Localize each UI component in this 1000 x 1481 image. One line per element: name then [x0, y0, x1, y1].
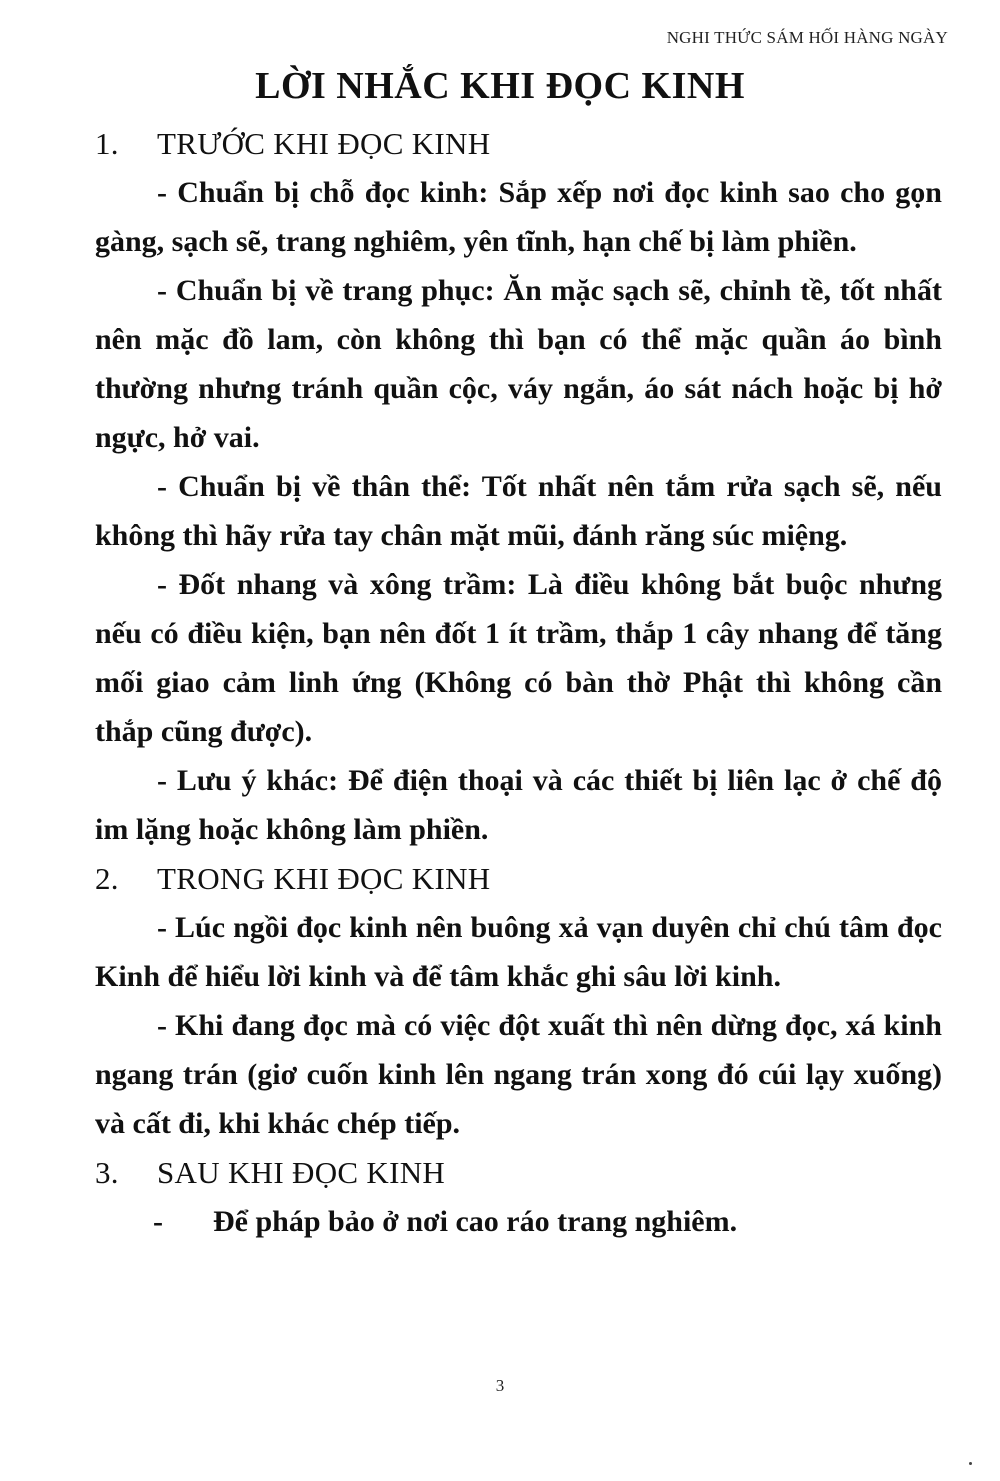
section-heading-1	[95, 119, 942, 168]
bullet-marker: -	[153, 1205, 163, 1238]
section-heading-3	[95, 1148, 942, 1197]
section-title: TRƯỚC KHI ĐỌC KINH	[157, 126, 491, 161]
paragraph-prepare-attire: - Chuẩn bị về trang phục: Ăn mặc sạch sẽ, chỉnh tề, tốt nhất nên mặc đồ lam, còn không thì bạn có thể mặc quần áo bình thường nhưng tránh quần cộc, váy ngắn, áo sát nách hoặc bị hở ngực, hở vai.	[95, 274, 942, 454]
section-number: 1.	[95, 126, 119, 161]
section-heading-2	[95, 854, 942, 903]
paragraph-prepare-body: - Chuẩn bị về thân thể: Tốt nhất nên tắm rửa sạch sẽ, nếu không thì hãy rửa tay chân mặt mũi, đánh răng súc miệng.	[95, 470, 942, 552]
paragraph-focus: - Lúc ngồi đọc kinh nên buông xả vạn duyên chỉ chú tâm đọc Kinh để hiểu lời kinh và để tâm khắc ghi sâu lời kinh.	[95, 911, 942, 993]
section-number: 2.	[95, 861, 119, 896]
bullet-text: Để pháp bảo ở nơi cao ráo trang nghiêm.	[213, 1205, 738, 1238]
running-header: NGHI THỨC SÁM HỐI HÀNG NGÀY	[666, 28, 948, 47]
paragraph-prepare-place: - Chuẩn bị chỗ đọc kinh: Sắp xếp nơi đọc kinh sao cho gọn gàng, sạch sẽ, trang nghiêm, yên tĩnh, hạn chế bị làm phiền.	[95, 176, 942, 258]
paragraph-incense: - Đốt nhang và xông trầm: Là điều không bắt buộc nhưng nếu có điều kiện, bạn nên đốt 1 ít trầm, thắp 1 cây nhang để tăng mối giao cảm linh ứng (Không có bàn thờ Phật thì không cần thắp cũng được).	[95, 568, 942, 748]
list-item	[95, 1197, 942, 1246]
paragraph-interruption: - Khi đang đọc mà có việc đột xuất thì nên dừng đọc, xá kinh ngang trán (giơ cuốn kinh lên ngang trán xong đó cúi lạy xuống) và cất đi, khi khác chép tiếp.	[95, 1009, 942, 1140]
page-number: 3	[495, 1376, 505, 1395]
page-title: LỜI NHẮC KHI ĐỌC KINH	[255, 65, 745, 107]
paragraph-other-notes: - Lưu ý khác: Để điện thoại và các thiết bị liên lạc ở chế độ im lặng hoặc không làm phiền.	[95, 764, 942, 846]
scan-speck	[969, 1462, 972, 1465]
section-title: SAU KHI ĐỌC KINH	[157, 1155, 446, 1190]
document-body	[95, 119, 942, 1246]
section-number: 3.	[95, 1155, 119, 1190]
section-title: TRONG KHI ĐỌC KINH	[157, 861, 491, 896]
